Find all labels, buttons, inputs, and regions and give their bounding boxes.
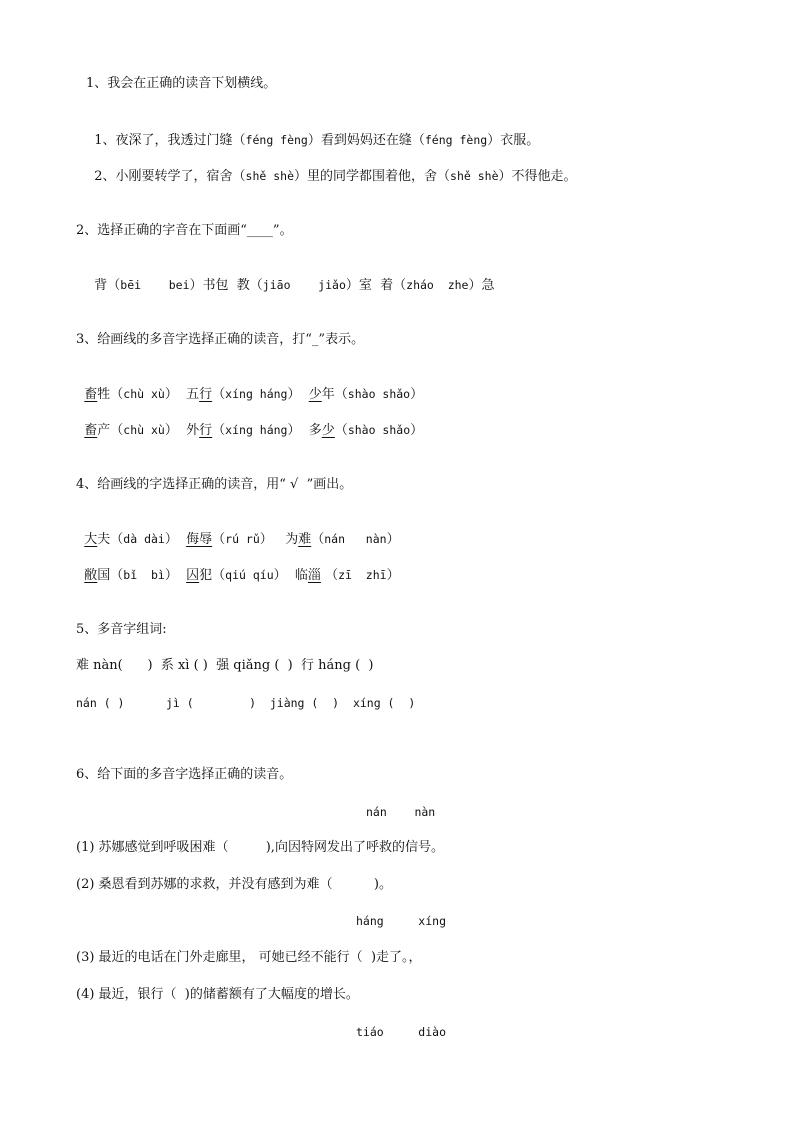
text: 五 xyxy=(186,387,200,402)
pinyin-options: bǐ bì xyxy=(123,568,165,582)
pinyin-options: shě shè xyxy=(245,169,295,183)
section1-title: 1、我会在正确的读音下划横线。 xyxy=(86,76,277,91)
text: 为 xyxy=(285,532,299,547)
section2-row xyxy=(86,258,494,295)
underlined-char: 难 xyxy=(298,532,312,547)
section3-title: 3、给画线的多音字选择正确的读音，打“_”表示。 xyxy=(76,332,365,347)
text: ） xyxy=(164,423,178,438)
sentence-2: (2) 桑恩看到苏娜的求救，并没有感到为难（ )。 xyxy=(76,877,392,892)
text: （ xyxy=(212,532,226,547)
pinyin-options: chù xù xyxy=(123,423,165,437)
pinyin-options: xíng háng xyxy=(225,387,288,401)
text: 外 xyxy=(186,423,200,438)
text: 2、小刚要转学了，宿舍（ xyxy=(94,169,246,184)
text: （ xyxy=(325,568,339,583)
text: 犯（ xyxy=(199,568,226,583)
pinyin-options: jiāo jiǎo xyxy=(262,278,346,292)
pinyin-options: zháo zhe xyxy=(406,278,469,292)
text: 牲（ xyxy=(97,387,124,402)
underlined-char: 侮辱 xyxy=(186,532,213,547)
text: 1、夜深了，我透过门缝（ xyxy=(94,133,246,148)
text: ）书包 教（ xyxy=(189,278,263,293)
underlined-char: 畜 xyxy=(84,423,98,438)
sentence-4: (4) 最近，银行（ )的储蓄额有了大幅度的增长。 xyxy=(76,987,359,1002)
text: 年（ xyxy=(321,387,348,402)
section3-row2 xyxy=(76,403,423,440)
text: ）室 着（ xyxy=(345,278,407,293)
underlined-char: 敝 xyxy=(84,568,98,583)
pinyin-options: féng fèng xyxy=(245,133,308,147)
pinyin-options: shào shǎo xyxy=(347,423,411,437)
underlined-char: 少 xyxy=(308,387,322,402)
pinyin-options: chù xù xyxy=(123,387,165,401)
text: ） xyxy=(287,387,301,402)
text: ） xyxy=(273,568,287,583)
section1-item2 xyxy=(86,149,577,186)
pinyin-options: shào shǎo xyxy=(347,387,411,401)
pinyin-options: dà dài xyxy=(123,532,165,546)
section3-row1 xyxy=(76,367,423,404)
section1-item1 xyxy=(86,113,539,150)
pinyin-options: zī zhī xyxy=(338,568,387,582)
text: ） xyxy=(259,532,273,547)
underlined-char: 行 xyxy=(199,423,213,438)
underlined-char: 行 xyxy=(199,387,213,402)
text: ） xyxy=(287,423,301,438)
section5-row1: 难 nàn( ) 系 xì ( ) 强 qiǎng ( ) 行 háng ( ) xyxy=(76,658,374,673)
text: ）急 xyxy=(468,278,495,293)
pinyin-options: rú rǔ xyxy=(225,532,260,546)
text: 背（ xyxy=(94,278,121,293)
pinyin-options: shě shè xyxy=(450,169,499,183)
pinyin-hint: nán nàn xyxy=(366,805,436,819)
section5-title: 5、多音字组词: xyxy=(76,622,167,637)
section4-row2 xyxy=(76,548,400,585)
sentence-1: (1) 苏娜感觉到呼吸困难（ ),向因特网发出了呼救的信号。 xyxy=(76,840,444,855)
pinyin-hint: háng xíng xyxy=(356,914,447,928)
underlined-char: 囚 xyxy=(186,568,200,583)
section5-row2: nán ( ) jì ( ) jiàng ( ) xíng ( ) xyxy=(76,696,416,710)
pinyin-options: nán nàn xyxy=(324,532,387,546)
underlined-char: 畜 xyxy=(84,387,98,402)
underlined-char: 大 xyxy=(84,532,98,547)
text: 临 xyxy=(294,568,308,583)
pinyin-options: bēi bei xyxy=(120,278,190,292)
text: 国（ xyxy=(97,568,124,583)
text: ） xyxy=(164,387,178,402)
text: ）里的同学都围着他，舍（ xyxy=(294,169,451,184)
pinyin-options: xíng háng xyxy=(225,423,288,437)
text: （ xyxy=(212,387,226,402)
section6-title: 6、给下面的多音字选择正确的读音。 xyxy=(76,767,293,782)
section4-title: 4、给画线的字选择正确的读音，用“ √ ”画出。 xyxy=(76,477,353,492)
sentence-3: (3) 最近的电话在门外走廊里， 可她已经不能行（ )走了。， xyxy=(76,950,422,965)
text: ） xyxy=(164,568,178,583)
text: ） xyxy=(386,532,400,547)
text: 夫（ xyxy=(97,532,124,547)
pinyin-options: féng fèng xyxy=(424,133,488,147)
pinyin-options: qiú qíu xyxy=(225,568,274,582)
text: ）不得他走。 xyxy=(498,169,577,184)
text: （ xyxy=(334,423,348,438)
text: （ xyxy=(212,423,226,438)
text: ） xyxy=(410,387,424,402)
pinyin-hint: tiáo diào xyxy=(356,1025,447,1039)
text: ） xyxy=(164,532,178,547)
text: 多 xyxy=(308,423,322,438)
text: ）衣服。 xyxy=(487,133,540,148)
text: ） xyxy=(386,568,400,583)
section2-title: 2、选择正确的字音在下面画“____”。 xyxy=(76,223,293,238)
underlined-char: 少 xyxy=(321,423,335,438)
text: ）看到妈妈还在缝（ xyxy=(307,133,425,148)
text: ） xyxy=(410,423,424,438)
text: （ xyxy=(311,532,325,547)
section4-row1 xyxy=(76,512,400,549)
underlined-char: 淄 xyxy=(307,568,321,583)
text: 产（ xyxy=(97,423,124,438)
